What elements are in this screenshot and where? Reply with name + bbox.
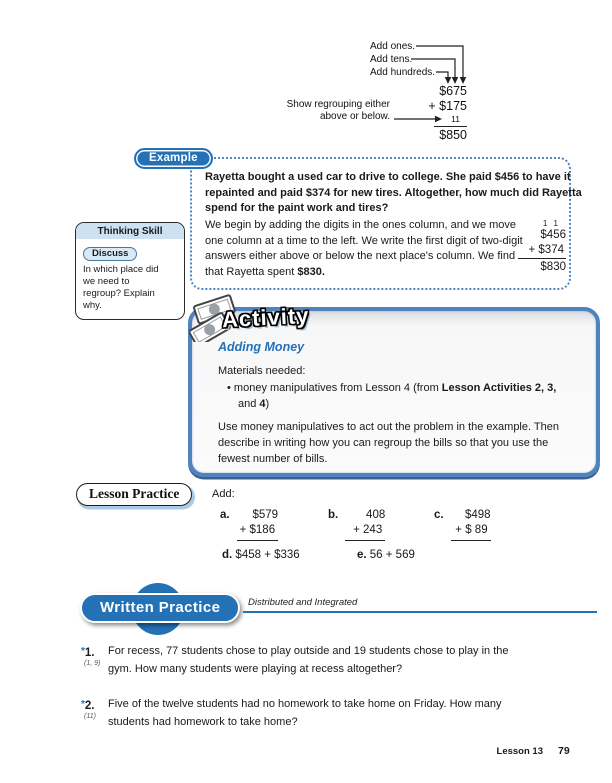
asterisk-icon: * [81,699,85,710]
activity-instructions: Use money manipulatives to act out the problem in the example. Then describe in writing how you can regroup the bills so that you use the fewest number of bills. [218,421,559,465]
thinking-skill-title: Thinking Skill [76,223,184,239]
down-arrow-icon [452,77,459,84]
practice-problem-d: d. $458 + $336 [222,549,300,561]
written-practice-subtitle: Distributed and Integrated [248,597,358,608]
lesson-practice-badge: Lesson Practice [76,483,192,506]
activity-title: Adding Money [218,340,305,354]
down-arrow-icon [460,77,467,84]
example-addend2: + $374 [518,243,566,260]
practice-problem-a: a. $579 + $186 [220,508,278,541]
thinking-skill-text: In which place did we need to regroup? Explain why. [83,264,159,311]
discuss-badge: Discuss [83,247,137,261]
example-problem-text: Rayetta bought a used car to drive to college. She paid $456 to have it repainted and paid $374 for new tires. Altogether, how much did Rayetta spend for the paint work and tires? [205,171,582,214]
down-arrow-icon [445,77,452,84]
diagram-connector-arrows-icon [0,0,612,150]
problem-lesson-refs: (11) [84,713,96,720]
example-addition-column [518,219,566,275]
activity-materials-label: Materials needed: [218,365,306,377]
footer-lesson-label: Lesson 13 [496,746,543,757]
add-hundreds-label: Add hundreds. [370,67,436,78]
bullet-icon: • [227,382,231,394]
written-practice-rule [243,611,597,613]
practice-problem-c: c. $498 + $ 89 [434,508,491,541]
practice-problem-e: e. 56 + 569 [357,549,415,561]
thinking-skill-box [75,222,185,320]
written-problem-2: *2. (11) Five of the twelve students had no homework to take home on Friday. How many students had homework to take home? [81,698,502,728]
example-carries: 1 1 [542,219,560,228]
lesson-practice-instruction: Add: [212,488,235,500]
example-sum: $830 [540,261,566,273]
add-steps-labels [370,40,435,79]
activity-materials-item: • money manipulatives from Lesson 4 (from Lesson Activities 2, 3, and 4) [227,382,557,410]
problem-lesson-refs: (1, 9) [84,660,101,667]
diagram-carry: 11 [451,114,460,124]
written-problem-1: *1. (1, 9) For recess, 77 students chose to play outside and 19 students chose to play in the gym. How many students were playing at recess altogether? [81,645,509,675]
diagram-sum-bar [434,126,467,127]
diagram-addition-column [420,84,467,142]
diagram-addend2: + $175 [428,98,467,113]
diagram-sum: $850 [439,128,467,142]
example-solution-text: We begin by adding the digits in the ones column, and we move one column at a time to the left. We write the first digit of two-digit answers either above or below the next place's column. We find that Rayetta spent $830. [205,219,523,278]
add-ones-label: Add ones. [370,41,416,52]
example-addend1: $456 [540,229,566,241]
add-tens-label: Add tens. [370,54,413,65]
diagram-addend1: $675 [439,84,467,98]
example-answer: $830. [297,265,325,278]
activity-logo: Activity [221,302,311,333]
practice-problem-b: b. 408 + 243 [328,508,385,541]
asterisk-icon: * [81,646,85,657]
footer-page-number: 79 [558,745,570,757]
example-badge: Example [134,148,213,169]
written-practice-badge: Written Practice [80,593,240,623]
regrouping-note: Show regrouping either above or below. [286,99,390,122]
